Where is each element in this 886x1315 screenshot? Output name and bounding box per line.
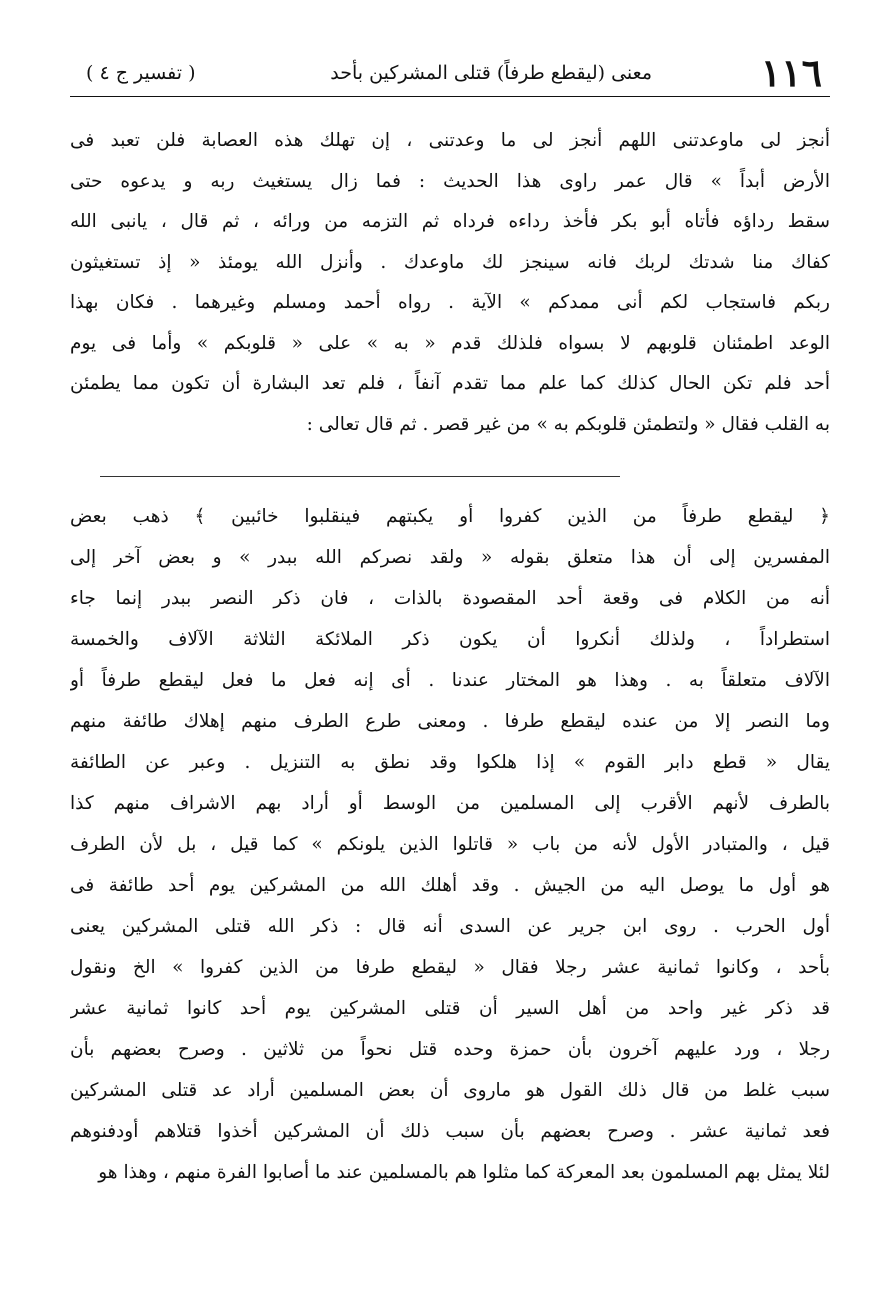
text-line: فعد ثمانية عشر . وصرح بعضهم بأن سبب ذلك أن المشركين أخذوا قتلاهم أودفنوهم [70, 1121, 830, 1142]
header-rule [70, 96, 830, 97]
text-line: أحد فلم تكن الحال كذلك كما علم مما تقدم آنفاً ، فلم تعد البشارة أن تكون مما يطمئن [70, 373, 830, 394]
text-line: قد ذكر غير واحد من أهل السير أن قتلى المشركين يوم أحد كانوا ثمانية عشر [70, 998, 830, 1019]
text-line: بأحد ، وكانوا ثمانية عشر رجلا فقال « ليقطع طرفا من الذين كفروا » الخ ونقول [70, 957, 830, 978]
text-line: كفاك منا شدتك لربك فانه سينجز لك ماوعدك . وأنزل الله يومئذ « إذ تستغيثون [70, 251, 830, 273]
text-line: لئلا يمثل بهم المسلمون بعد المعركة كما مثلوا هم بالمسلمين عند ما أصابوا الفرة منهم ، وهذا هو [98, 1162, 830, 1183]
volume-reference: ( تفسير ج ٤ ) [86, 62, 196, 84]
text-line: الآلاف متعلقاً به . وهذا هو المختار عندنا . أى إنه فعل ما فعل ليقطع طرفاً أو [70, 670, 830, 691]
text-line: أول الحرب . روى ابن جرير عن السدى أنه قال : ذكر الله قتلى المشركين يعنى [70, 916, 830, 937]
text-line: قيل ، والمتبادر الأول لأنه من باب « قاتلوا الذين يلونكم » كما قيل ، بل لأن الطرف [70, 834, 830, 855]
section-divider [100, 476, 620, 477]
text-line: يقال « قطع دابر القوم » إذا هلكوا وقد نطق به التنزيل . وعبر عن الطائفة [70, 752, 830, 773]
document-page [70, 0, 830, 1315]
text-line: بالطرف لأنهم الأقرب إلى المسلمين من الوسط أو أراد بهم الاشراف منهم كذا [70, 793, 830, 814]
text-line: وما النصر إلا من عنده ليقطع طرفا . ومعنى طرع الطرف منهم إهلاك طائفة منهم [70, 711, 830, 732]
text-line: ﴿ ليقطع طرفاً من الذين كفروا أو يكبتهم فينقلبوا خائبين ﴾ ذهب بعض [70, 506, 830, 527]
text-line: الأرض أبداً » قال عمر راوى هذا الحديث : فما زال يستغيث ربه و يدعوه حتى [70, 170, 830, 192]
text-line: ربكم فاستجاب لكم أنى ممدكم » الآية . رواه أحمد ومسلم وغيرهما . فكان بهذا [70, 292, 830, 313]
text-line: سبب غلط من قال ذلك القول هو ماروى أن بعض المسلمين أراد عد قتلى المشركين [70, 1080, 830, 1101]
text-line: الوعد اطمئنان قلوبهم لا بسواه فلذلك قدم « به » على « قلوبكم » وأما فى يوم [70, 332, 830, 354]
page-header [70, 52, 830, 100]
text-line: أنجز لى ماوعدتنى اللهم أنجز لى ما وعدتنى ، إن تهلك هذه العصابة فلن تعبد فى [70, 130, 830, 151]
page-number: ١١٦ [760, 50, 822, 95]
text-line: رجلا ، ورد عليهم آخرون بأن حمزة وحده قتل نحواً من ثلاثين . وصرح بعضهم بأن [70, 1039, 830, 1060]
text-line: أنه من الكلام فى وقعة أحد المقصودة بالذات ، فان ذكر النصر ببدر إنما جاء [70, 588, 830, 609]
text-line: استطراداً ، ولذلك أنكروا أن يكون ذكر الملائكة الثلاثة الآلاف والخمسة [70, 629, 830, 650]
text-line: به القلب فقال « ولتطمئن قلوبكم به » من غير قصر . ثم قال تعالى : [306, 413, 830, 435]
text-line: هو أول ما يوصل اليه من الجيش . وقد أهلك الله من المشركين يوم أحد طائفة فى [70, 875, 830, 896]
text-line: سقط رداؤه فأتاه أبو بكر فأخذ رداءه فرداه ثم التزمه من ورائه ، ثم قال ، يانبى الله [70, 211, 830, 232]
text-line: المفسرين إلى أن هذا متعلق بقوله « ولقد نصركم الله ببدر » و بعض آخر إلى [70, 547, 830, 568]
running-title: معنى (ليقطع طرفاً) قتلى المشركين بأحد [330, 62, 652, 84]
